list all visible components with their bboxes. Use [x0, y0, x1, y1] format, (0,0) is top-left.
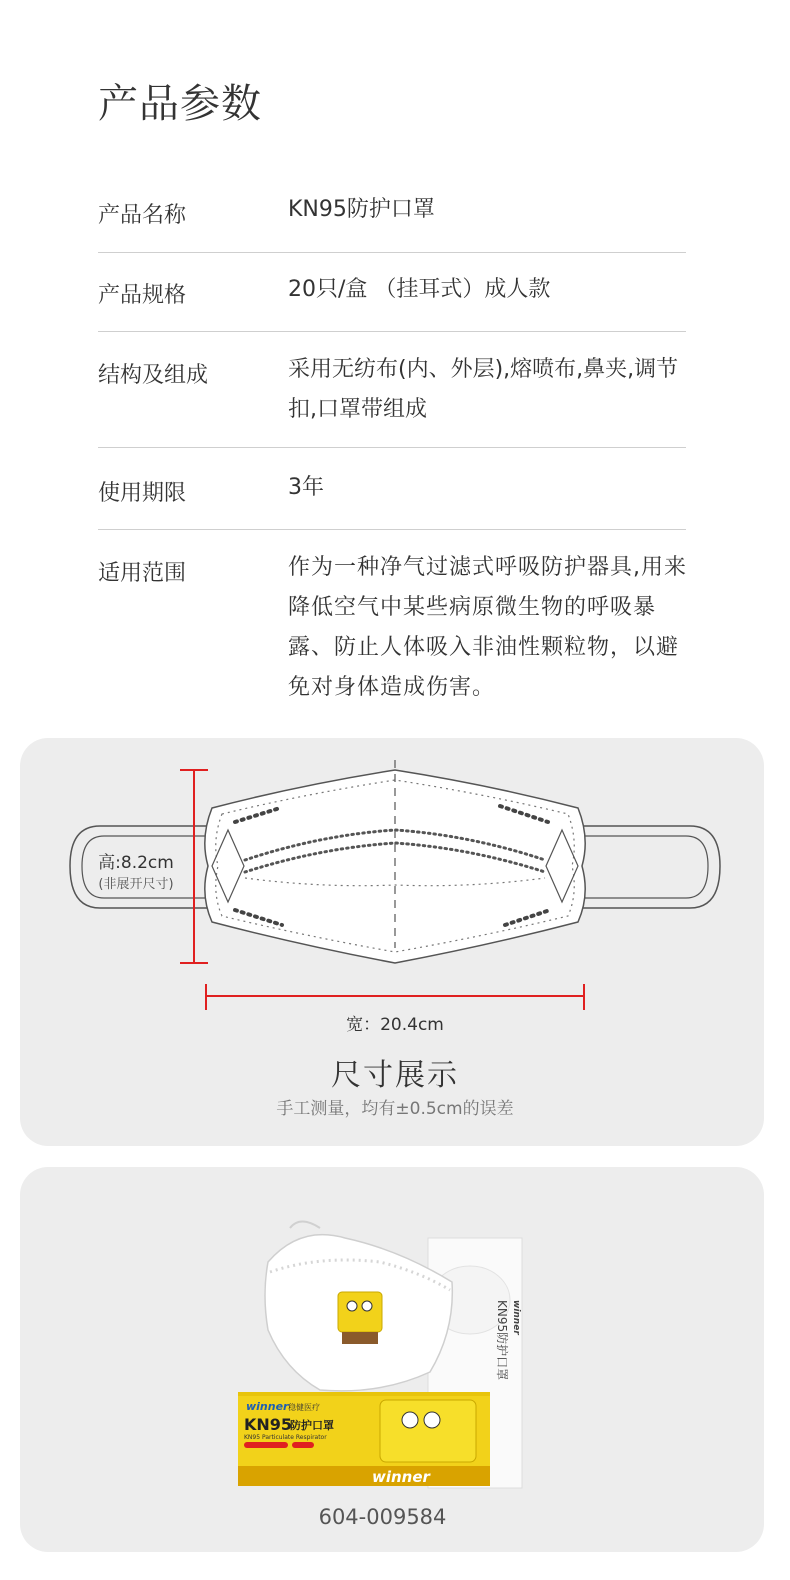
param-key: 产品名称	[98, 203, 187, 228]
height-note: (非展开尺寸)	[98, 877, 174, 892]
param-value: 3年	[288, 475, 324, 500]
param-value: KN95防护口罩	[288, 197, 435, 222]
pouch-text: KN95防护口罩	[495, 1300, 509, 1381]
param-value: 20只/盒 （挂耳式）成人款	[288, 277, 551, 302]
param-key: 使用期限	[98, 481, 187, 506]
box-brand-cn: 稳健医疗	[288, 1403, 320, 1412]
product-sku: 604-009584	[318, 1505, 447, 1529]
width-label: 宽：20.4cm	[346, 1015, 444, 1035]
box-bottom-logo: winner	[372, 1468, 430, 1486]
param-key: 结构及组成	[98, 363, 209, 388]
pouch-brand: winner	[511, 1300, 521, 1335]
height-label: 高:8.2cm	[98, 853, 174, 873]
param-key: 适用范围	[98, 561, 187, 586]
box-brand-logo: winner	[246, 1400, 289, 1413]
box-subtitle: KN95 Particulate Respirator	[244, 1434, 327, 1441]
param-key: 产品规格	[98, 283, 187, 308]
size-title: 尺寸展示	[331, 1058, 459, 1093]
size-note: 手工测量，均有±0.5cm的误差	[276, 1099, 514, 1119]
param-value: 采用无纺布(内、外层),熔喷布,鼻夹,调节扣,口罩带组成	[288, 357, 679, 422]
param-value: 作为一种净气过滤式呼吸防护器具,用来降低空气中某些病原微生物的呼吸暴露、防止人体吸入非油性颗粒物，以避免对身体造成伤害。	[288, 555, 687, 700]
box-title-cn: 防护口罩	[290, 1419, 334, 1432]
box-title: KN95	[244, 1415, 293, 1434]
section-title: 产品参数	[98, 81, 262, 127]
